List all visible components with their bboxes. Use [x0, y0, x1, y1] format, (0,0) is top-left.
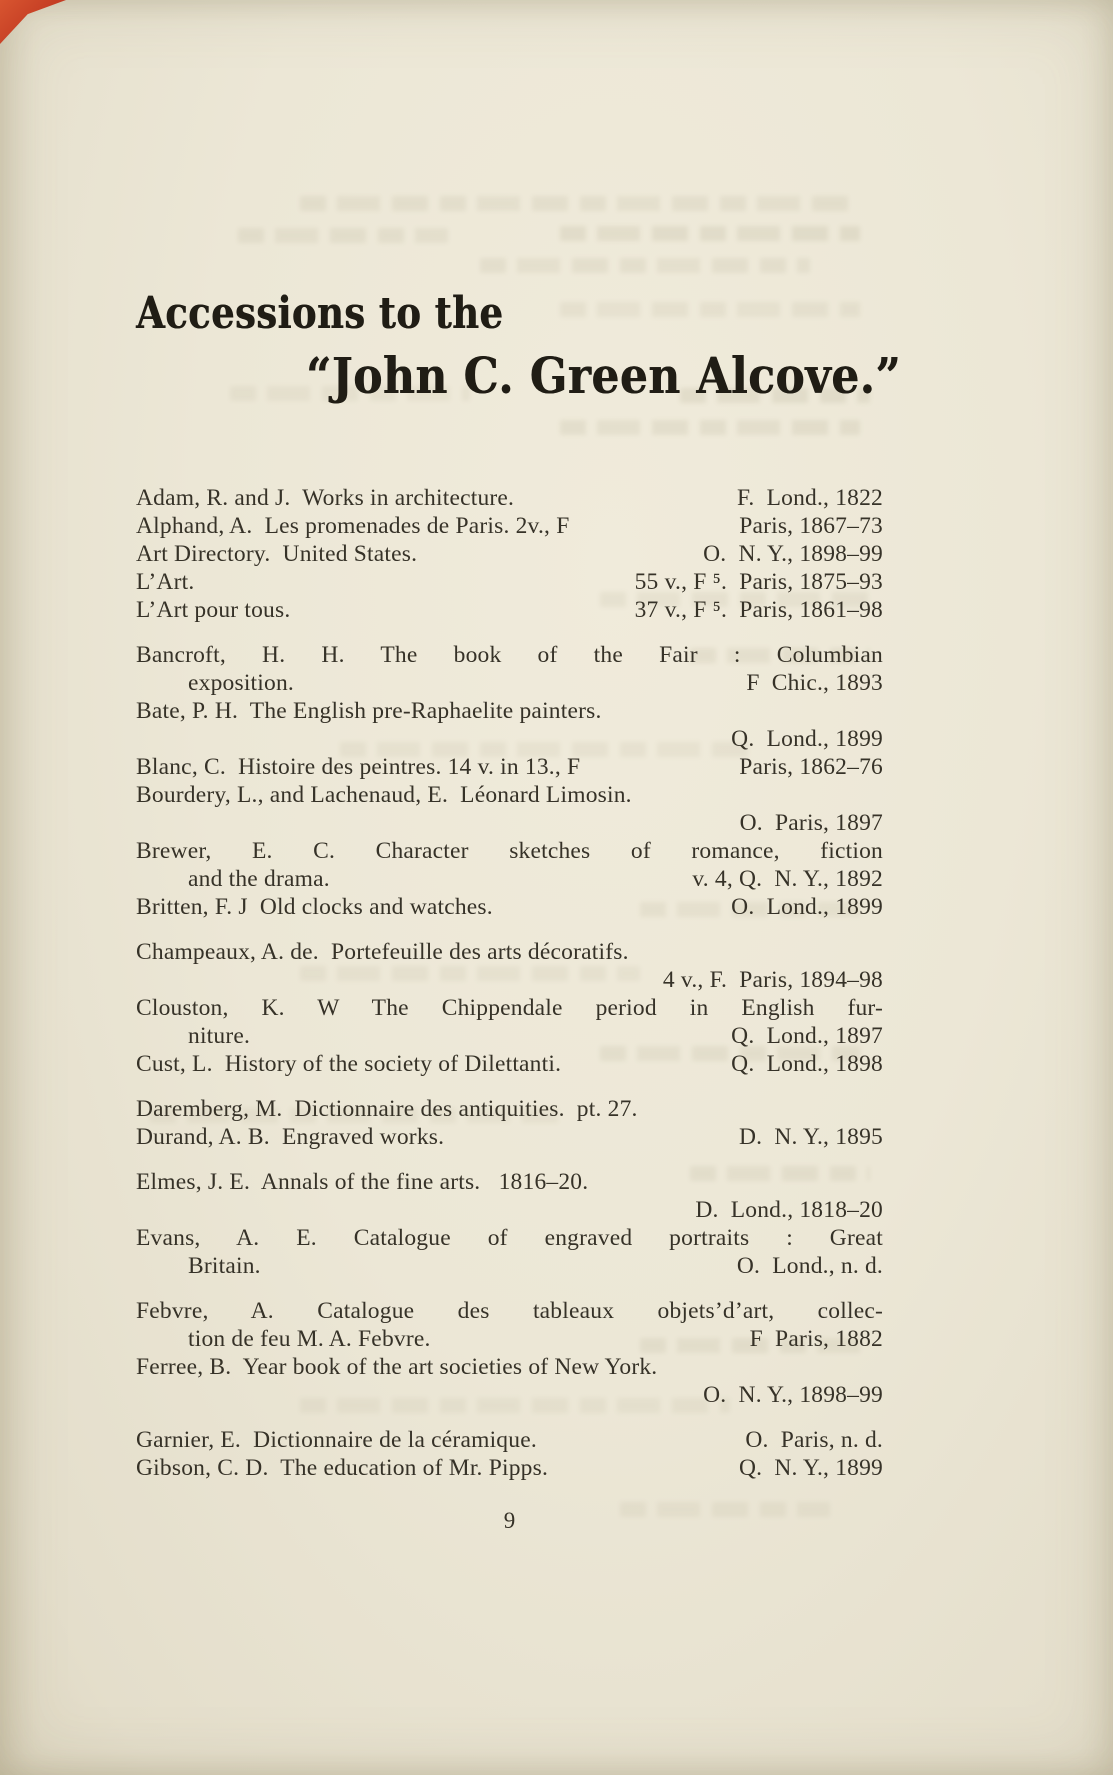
catalog-line: [136, 1426, 883, 1454]
catalog-line-text: exposition.: [188, 670, 294, 696]
catalog-line-imprint: O. N. Y., 1898–99: [703, 1382, 883, 1408]
catalog-line-text: Febvre, A. Catalogue des tableaux objets’d’art, collec-: [136, 1298, 883, 1324]
catalog-line-text: and the drama.: [188, 866, 330, 892]
catalog-line-text: Garnier, E. Dictionnaire de la céramique.: [136, 1427, 537, 1453]
catalog-line: [136, 781, 883, 809]
catalog-line-imprint: v. 4, Q. N. Y., 1892: [692, 866, 883, 892]
catalog-line-imprint: F Chic., 1893: [746, 670, 883, 696]
catalog-line-imprint: O. Paris, 1897: [739, 810, 883, 836]
catalog-line-imprint: F Paris, 1882: [749, 1326, 883, 1352]
catalog-line-text: Clouston, K. W The Chippendale period in English fur-: [136, 995, 883, 1021]
catalog-line-text: Cust, L. History of the society of Dilettanti.: [136, 1051, 562, 1077]
catalog-line: [136, 1252, 883, 1280]
catalog-line: [136, 1353, 883, 1381]
catalog-line-imprint: 55 v., F ⁵. Paris, 1875–93: [634, 569, 883, 595]
catalog-line: [136, 1454, 883, 1482]
catalog-line: [136, 1224, 883, 1252]
catalog-line: [136, 1196, 883, 1224]
catalog-line: [136, 865, 883, 893]
catalog-line-text: Alphand, A. Les promenades de Paris. 2v., F: [136, 513, 570, 539]
page-number: 9: [503, 1508, 516, 1533]
bleedthrough-line: [560, 420, 860, 435]
catalog-line: [136, 669, 883, 697]
catalog-line-text: Champeaux, A. de. Portefeuille des arts décoratifs.: [136, 939, 629, 965]
catalog-line-text: Bate, P. H. The English pre-Raphaelite painters.: [136, 698, 602, 724]
catalog-line: [136, 966, 883, 994]
bleedthrough-line: [238, 228, 448, 243]
catalog-line: [136, 1297, 883, 1325]
catalog-line-imprint: Q. Lond., 1898: [731, 1051, 883, 1077]
bleedthrough-line: [560, 226, 860, 241]
catalog-line-text: Britten, F. J Old clocks and watches.: [136, 894, 493, 920]
catalog-line-text: niture.: [188, 1023, 251, 1049]
catalog-line: [136, 837, 883, 865]
catalog-line-text: Brewer, E. C. Character sketches of romance, fiction: [136, 838, 883, 864]
catalog-line: [136, 1095, 883, 1123]
catalog-line-imprint: D. N. Y., 1895: [738, 1124, 883, 1150]
catalog-line: [136, 1325, 883, 1353]
catalog-line-text: L’Art pour tous.: [136, 597, 291, 623]
catalog-line: [136, 1381, 883, 1409]
catalog-line: [136, 484, 883, 512]
page-subtitle: “John C. Green Alcove.”: [306, 346, 902, 405]
catalog-line-imprint: O. Lond., n. d.: [736, 1253, 883, 1279]
catalog-line: [136, 938, 883, 966]
catalog-line: [136, 540, 883, 568]
catalog-line: [136, 641, 883, 669]
catalog-line-text: L’Art.: [136, 569, 195, 595]
accession-list: [136, 484, 883, 1482]
catalog-line-text: Gibson, C. D. The education of Mr. Pipps.: [136, 1455, 549, 1481]
catalog-line-imprint: 4 v., F. Paris, 1894–98: [662, 967, 883, 993]
catalog-line-text: Evans, A. E. Catalogue of engraved portraits : Great: [136, 1225, 883, 1251]
catalog-line-imprint: 37 v., F ⁵. Paris, 1861–98: [634, 597, 883, 623]
catalog-line: [136, 753, 883, 781]
catalog-line-imprint: Paris, 1867–73: [739, 513, 883, 539]
catalog-line-text: Ferree, B. Year book of the art societies of New York.: [136, 1354, 658, 1380]
catalog-line: [136, 809, 883, 837]
catalog-line-text: Daremberg, M. Dictionnaire des antiquities. pt. 27.: [136, 1096, 638, 1122]
catalog-line-imprint: Q. N. Y., 1899: [738, 1455, 883, 1481]
catalog-line-text: Durand, A. B. Engraved works.: [136, 1124, 445, 1150]
catalog-line: [136, 512, 883, 540]
catalog-line-text: Adam, R. and J. Works in architecture.: [136, 485, 515, 511]
catalog-line-text: Bancroft, H. H. The book of the Fair : Columbian: [136, 642, 883, 668]
red-corner-mark: [0, 0, 66, 44]
catalog-line-text: tion de feu M. A. Febvre.: [188, 1326, 431, 1352]
catalog-line: [136, 1168, 883, 1196]
bleedthrough-line: [480, 258, 810, 273]
catalog-line-imprint: O. N. Y., 1898–99: [703, 541, 883, 567]
catalog-line: [136, 1123, 883, 1151]
catalog-line-imprint: F. Lond., 1822: [736, 485, 883, 511]
catalog-line-text: Blanc, C. Histoire des peintres. 14 v. in 13., F: [136, 754, 581, 780]
catalog-line-imprint: Q. Lond., 1899: [731, 726, 883, 752]
catalog-line-imprint: D. Lond., 1818–20: [695, 1197, 883, 1223]
catalog-line: [136, 568, 883, 596]
page-title: Accessions to the: [136, 288, 504, 339]
catalog-line-imprint: O. Paris, n. d.: [745, 1427, 883, 1453]
bleedthrough-line: [300, 196, 860, 211]
catalog-line-imprint: O. Lond., 1899: [731, 894, 883, 920]
catalog-line: [136, 1022, 883, 1050]
catalog-line: [136, 994, 883, 1022]
catalog-line-text: Britain.: [188, 1253, 261, 1279]
catalog-line-text: Art Directory. United States.: [136, 541, 418, 567]
catalog-line-text: Bourdery, L., and Lachenaud, E. Léonard Limosin.: [136, 782, 632, 808]
catalog-line: [136, 893, 883, 921]
catalog-line: [136, 697, 883, 725]
catalog-line: [136, 1050, 883, 1078]
catalog-line: [136, 596, 883, 624]
catalog-line-text: Elmes, J. E. Annals of the fine arts. 1816–20.: [136, 1169, 589, 1195]
catalog-line: [136, 725, 883, 753]
catalog-line-imprint: Paris, 1862–76: [739, 754, 883, 780]
bleedthrough-line: [560, 302, 860, 317]
catalog-line-imprint: Q. Lond., 1897: [731, 1023, 883, 1049]
